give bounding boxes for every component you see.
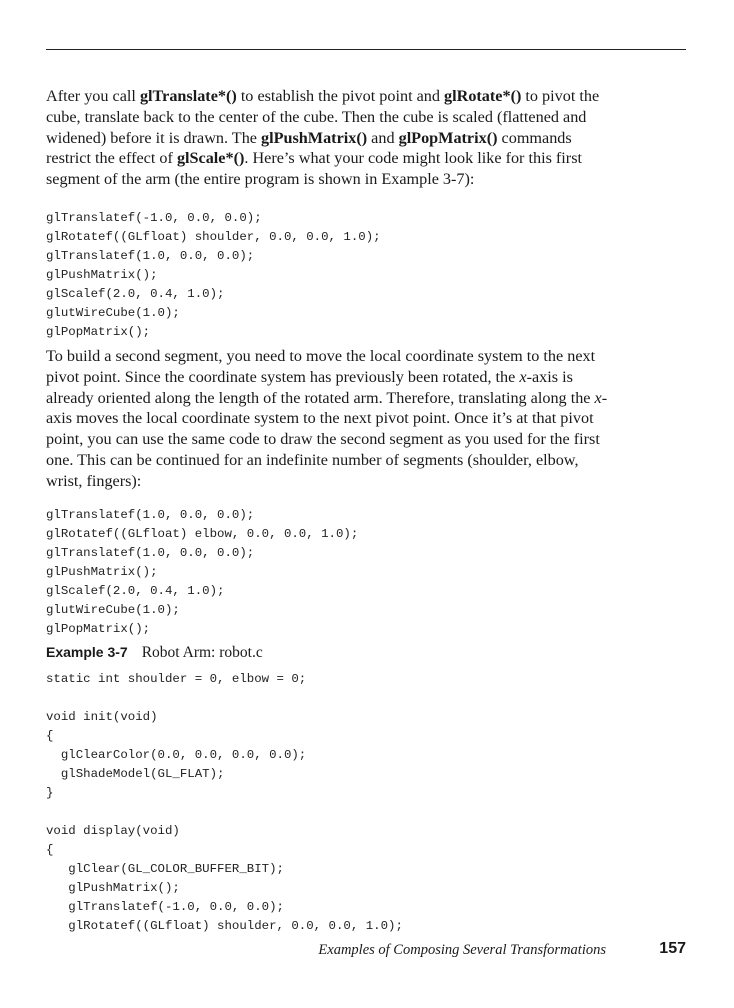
function-glrotate: glRotate*() bbox=[444, 87, 522, 105]
paragraph-1: After you call glTranslate*() to establish the pivot point and glRotate*() to pivot the cube, translate back to the center of the cube. Then the cube is scaled (flattened and widened) before it is drawn. The glPushMatrix() and glPopMatrix() commands restrict the effect of glScale*(). Here’s what your code might look like for this first segment of the arm (the entire program is shown in Example 3-7): bbox=[46, 87, 600, 189]
header-rule bbox=[46, 49, 686, 50]
code-block-robot-c: static int shoulder = 0, elbow = 0; void init(void) { glClearColor(0.0, 0.0, 0.0, 0.0); glShadeModel(GL_FLAT); } void display(void) { glClear(GL_COLOR_BUFFER_BIT); glPushMatrix(); glTranslatef(-1.0, 0.0, 0.0); glRotatef((GLfloat) shoulder, 0.0, 0.0, 1.0); bbox=[46, 672, 403, 933]
example-title: Robot Arm: robot.c bbox=[141, 644, 263, 661]
function-glpopmatrix: glPopMatrix() bbox=[398, 128, 498, 147]
example-label: Example 3-7 bbox=[46, 644, 128, 660]
example-caption bbox=[46, 642, 263, 663]
function-glscale: glScale*() bbox=[176, 149, 245, 168]
page-number: 157 bbox=[659, 940, 686, 957]
code-block-first-segment: glTranslatef(-1.0, 0.0, 0.0); glRotatef((GLfloat) shoulder, 0.0, 0.0, 1.0); glTranslatef(1.0, 0.0, 0.0); glPushMatrix(); glScalef(2.0, 0.4, 1.0); glutWireCube(1.0); glPopMatrix(); bbox=[46, 211, 381, 339]
paragraph-2: To build a second segment, you need to move the local coordinate system to the next pivot point. Since the coordinate system has previously been rotated, the x-axis is already oriented along the length of the rotated arm. Therefore, translating along the x-axis moves the local coordinate system to the next pivot point. Once it’s at that pivot point, you can use the same code to draw the second segment as you used for the first one. This can be continued for an indefinite number of segments (shoulder, elbow, wrist, fingers): bbox=[46, 347, 608, 490]
function-glpushmatrix: glPushMatrix() bbox=[261, 128, 368, 147]
function-gltranslate: glTranslate*() bbox=[139, 87, 237, 105]
code-block-second-segment: glTranslatef(1.0, 0.0, 0.0); glRotatef((GLfloat) elbow, 0.0, 0.0, 1.0); glTranslatef(1.0, 0.0, 0.0); glPushMatrix(); glScalef(2.0, 0.4, 1.0); glutWireCube(1.0); glPopMatrix(); bbox=[46, 508, 359, 636]
footer-section-title: Examples of Composing Several Transformations bbox=[318, 942, 606, 958]
